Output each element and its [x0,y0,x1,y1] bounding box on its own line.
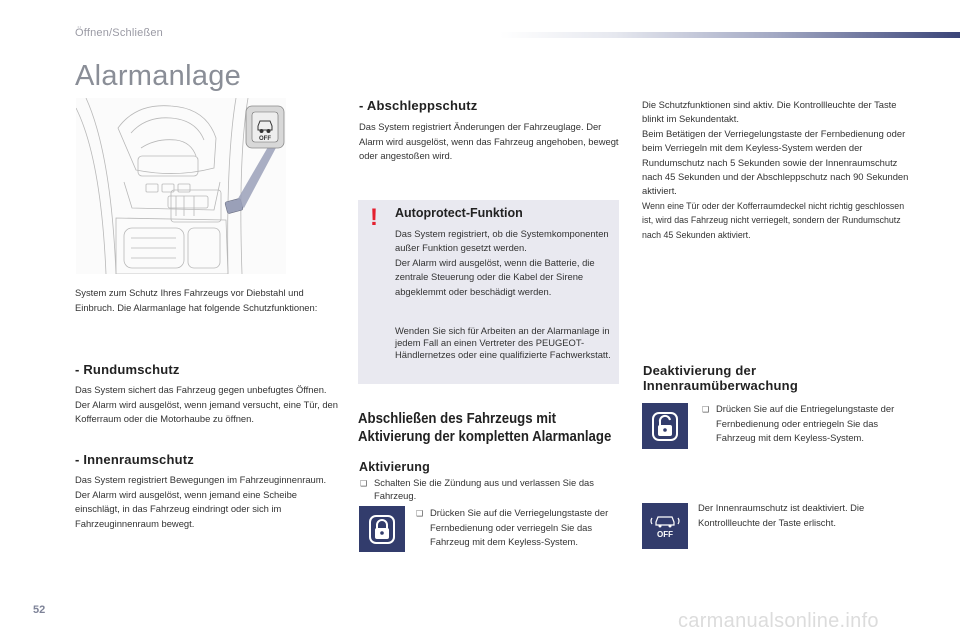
deaktivierung-bullet [702,402,912,446]
deaktivierung-heading-line2: Innenraumüberwachung [643,378,798,393]
innenraumschutz-heading: - Innenraumschutz [75,452,194,467]
right-p3: Wenn eine Tür oder der Kofferraumdeckel nicht richtig geschlossen ist, wird das Fahrzeug nicht verriegelt, sondern der Rundumschutz nach 45 Sekunden aktiviert. [642,200,905,240]
autoprotect-text [395,227,613,299]
deaktivierung-heading [643,363,903,393]
bullet-marker: ❑ [702,405,710,414]
bullet-marker: ❑ [360,479,368,488]
bullet-marker: ❑ [416,509,424,518]
abschleppschutz-text: Das System registriert Änderungen der Fahrzeuglage. Der Alarm wird ausgelöst, wenn das Fahrzeug angehoben, bewegt oder angestoßen wird. [359,121,619,162]
car-shock-icon [650,513,680,529]
page-number: 52 [33,604,46,616]
warning-exclamation-icon: ! [370,204,378,231]
watermark: carmanualsonline.info [678,610,879,632]
deaktivierung-bullet-text: Drücken Sie auf die Entriegelungstaste der Fernbedienung oder entriegeln Sie das Fahrzeug mit dem Keyless-System. [716,403,895,444]
autoprotect-warning-box [358,200,619,384]
autoprotect-p1: Das System registriert, ob die Systemkomponenten außer Funktion gesetzt werden. [395,228,609,254]
abschliessen-heading-line2: Aktivierung der kompletten Alarmanlage [358,428,612,445]
autoprotect-title: Autoprotect-Funktion [395,206,523,220]
lock-button-icon [359,506,405,552]
section-title: Öffnen/Schließen [75,27,163,39]
unlock-button-icon [642,403,688,449]
rundumschutz-heading: - Rundumschutz [75,362,180,377]
off-label: OFF [657,530,673,539]
rundumschutz-text [75,383,340,427]
innenraumschutz-p2: Der Alarm wird ausgelöst, wenn jemand eine Scheibe einschlägt, in das Fahrzeug eindringt oder sich im Fahrzeuginnenraum bewegt. [75,488,297,529]
right-column-text [642,98,910,242]
page-title: Alarmanlage [75,60,242,92]
aktivierung-heading: Aktivierung [359,460,430,474]
aktivierung-bullet-1-text: Schalten Sie die Zündung aus und verlassen Sie das Fahrzeug. [374,477,594,501]
abschliessen-heading-line1: Abschließen des Fahrzeugs mit [358,410,557,427]
right-p1: Die Schutzfunktionen sind aktiv. Die Kontrollleuchte der Taste blinkt im Sekundentakt. [642,99,897,125]
alarm-off-button-icon [642,503,688,549]
innenraumschutz-p1: Das System registriert Bewegungen im Fahrzeuginnenraum. [75,474,327,485]
rundumschutz-p2: Der Alarm wird ausgelöst, wenn jemand versucht, eine Tür, den Kofferraum oder die Motorhaube zu öffnen. [75,398,338,425]
photo-off-label: OFF [259,136,271,142]
aktivierung-bullet-2 [416,506,616,550]
intro-text: System zum Schutz Ihres Fahrzeugs vor Diebstahl und Einbruch. Die Alarmanlage hat folgende Schutzfunktionen: [75,287,318,313]
aktivierung-bullet-1 [360,477,622,502]
deaktivierung-result-text: Der Innenraumschutz ist deaktiviert. Die Kontrollleuchte der Taste erlischt. [698,502,865,528]
abschliessen-heading [358,410,622,446]
innenraumschutz-text [75,473,340,531]
header-gradient-bar [500,32,960,38]
aktivierung-bullet-2-text: Drücken Sie auf die Verriegelungstaste der Fernbedienung oder verriegeln Sie das Fahrzeug mit dem Keyless-System. [430,507,609,548]
rundumschutz-p1: Das System sichert das Fahrzeug gegen unbefugtes Öffnen. [75,384,327,395]
right-p2: Beim Betätigen der Verriegelungstaste der Fernbedienung oder beim Verriegeln mit dem Keyless-System werden der Rundumschutz nach 5 Sekunden sowie der Innenraumschutz nach 45 Sekunden und der Abschleppschutz nach 90 Sekunden aktiviert. [642,127,909,197]
console-illustration [76,98,286,274]
autoprotect-p2: Der Alarm wird ausgelöst, wenn die Batterie, die zentrale Steuerung oder die Kabel der Sirene abgeklemmt oder beschädigt werden. [395,256,595,297]
abschleppschutz-heading: - Abschleppschutz [359,98,478,113]
autoprotect-p3: Wenden Sie sich für Arbeiten an der Alarmanlage in jedem Fall an einen Vertreter des PEUGEOT-Händlernetzes oder eine qualifizierte Fachwerkstatt. [395,325,611,360]
deaktivierung-heading-line1: Deaktivierung der [643,363,757,378]
